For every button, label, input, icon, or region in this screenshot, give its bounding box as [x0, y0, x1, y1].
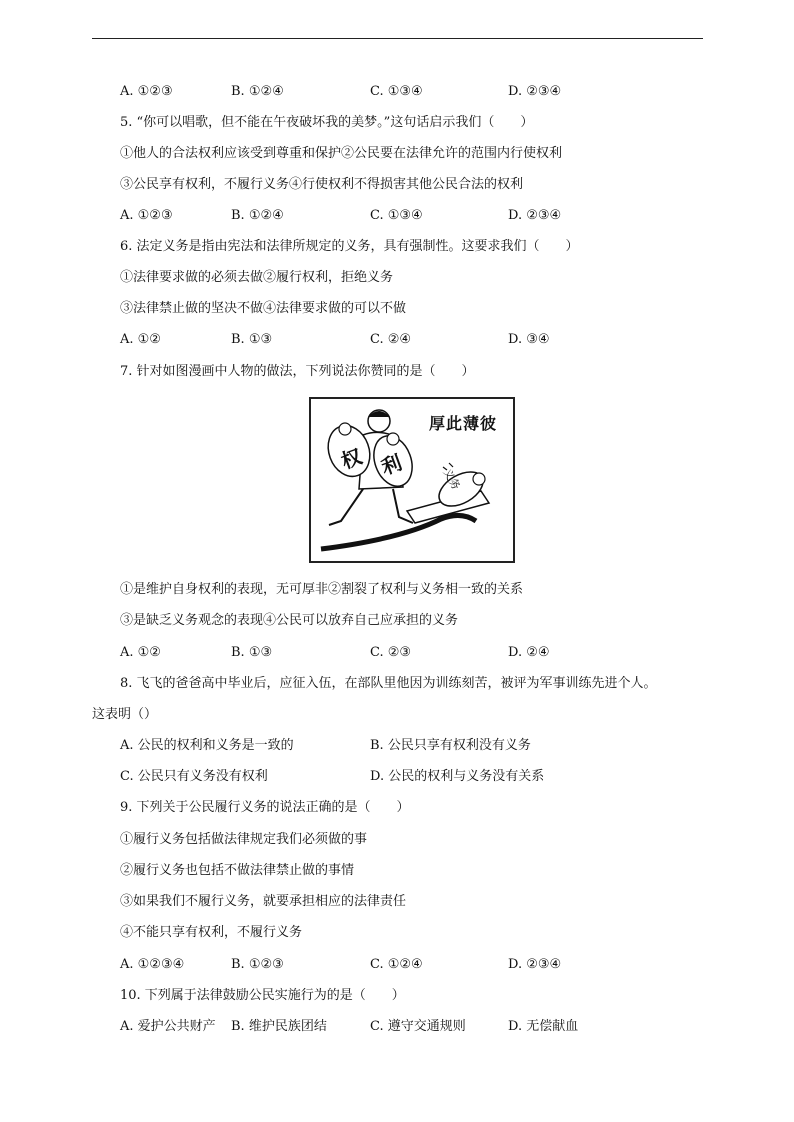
q6-option-a: A. ①②: [120, 332, 161, 347]
q7-stem: 7. 针对如图漫画中人物的做法，下列说法你赞同的是（ ）: [120, 364, 475, 379]
baby-face-2: [387, 433, 399, 445]
q9-statement-2: ②履行义务也包括不做法律禁止做的事情: [120, 863, 355, 878]
man-leg-right: [393, 489, 413, 523]
man-leg-left: [329, 489, 363, 525]
q7-option-c: C. ②③: [370, 645, 412, 660]
q9-option-b: B. ①②③: [231, 957, 284, 972]
q10-option-d: D. 无偿献血: [508, 1019, 579, 1034]
q5-option-a: A. ①②③: [120, 208, 173, 223]
q7-option-d: D. ②④: [508, 645, 550, 660]
q6-statement-2: ③法律禁止做的坚决不做④法律要求做的可以不做: [120, 301, 407, 316]
q8-option-d: D. 公民的权利与义务没有关系: [370, 769, 545, 784]
q6-stem: 6. 法定义务是指由宪法和法律所规定的义务，具有强制性。这要求我们（ ）: [120, 239, 579, 254]
cartoon-label-li: 利: [378, 450, 406, 480]
q7-option-b: B. ①③: [231, 645, 273, 660]
q6-statement-1: ①法律要求做的必须去做②履行权利，拒绝义务: [120, 270, 394, 285]
q10-stem: 10. 下列属于法律鼓励公民实施行为的是（ ）: [120, 988, 405, 1003]
q4-option-a: A. ①②③: [120, 84, 173, 99]
baby-face-3: [473, 473, 485, 485]
q10-option-b: B. 维护民族团结: [231, 1019, 327, 1034]
q9-statement-4: ④不能只享有权利，不履行义务: [120, 925, 303, 940]
q8-stem-continued: 这表明（）: [92, 707, 158, 722]
q4-option-d: D. ②③④: [508, 84, 562, 99]
q6-option-c: C. ②④: [370, 332, 412, 347]
q5-statement-1: ①他人的合法权利应该受到尊重和保护②公民要在法律允许的范围内行使权利: [120, 146, 563, 161]
q4-option-c: C. ①③④: [370, 84, 423, 99]
q7-statement-1: ①是维护自身权利的表现，无可厚非②割裂了权利与义务相一致的关系: [120, 582, 524, 597]
q5-option-b: B. ①②④: [231, 208, 284, 223]
q9-stem: 9. 下列关于公民履行义务的说法正确的是（ ）: [120, 800, 410, 815]
q8-option-c: C. 公民只有义务没有权利: [120, 769, 268, 784]
q9-option-a: A. ①②③④: [120, 957, 185, 972]
q9-statement-3: ③如果我们不履行义务，就要承担相应的法律责任: [120, 894, 407, 909]
q9-option-d: D. ②③④: [508, 957, 562, 972]
q5-option-c: C. ①③④: [370, 208, 423, 223]
q7-cartoon: [309, 397, 515, 563]
q8-option-a: A. 公民的权利和义务是一致的: [120, 738, 294, 753]
q8-option-b: B. 公民只享有权利没有义务: [370, 738, 531, 753]
q5-statement-2: ③公民享有权利，不履行义务④行使权利不得损害其他公民合法的权利: [120, 177, 524, 192]
q10-option-c: C. 遵守交通规则: [370, 1019, 466, 1034]
q9-option-c: C. ①②④: [370, 957, 423, 972]
q7-option-a: A. ①②: [120, 645, 161, 660]
cartoon-title: 厚此薄彼: [429, 414, 498, 433]
ground-swoosh: [321, 515, 476, 549]
q6-option-d: D. ③④: [508, 332, 550, 347]
q7-statement-2: ③是缺乏义务观念的表现④公民可以放弃自己应承担的义务: [120, 613, 459, 628]
q8-stem: 8. 飞飞的爸爸高中毕业后，应征入伍，在部队里他因为训练刻苦，被评为军事训练先进个人。: [120, 676, 657, 691]
man-hair: [368, 411, 390, 417]
q4-option-b: B. ①②④: [231, 84, 284, 99]
baby-face-1: [339, 423, 351, 435]
q5-stem: 5. “你可以唱歌，但不能在午夜破坏我的美梦。”这句话启示我们（ ）: [120, 115, 534, 130]
q5-option-d: D. ②③④: [508, 208, 562, 223]
q9-statement-1: ①履行义务包括做法律规定我们必须做的事: [120, 832, 368, 847]
cartoon-label-quan: 权: [338, 444, 366, 474]
cartoon-label-yiwu: 义务: [440, 466, 463, 493]
q6-option-b: B. ①③: [231, 332, 273, 347]
header-rule: [92, 38, 703, 39]
q10-option-a: A. 爱护公共财产: [120, 1019, 216, 1034]
